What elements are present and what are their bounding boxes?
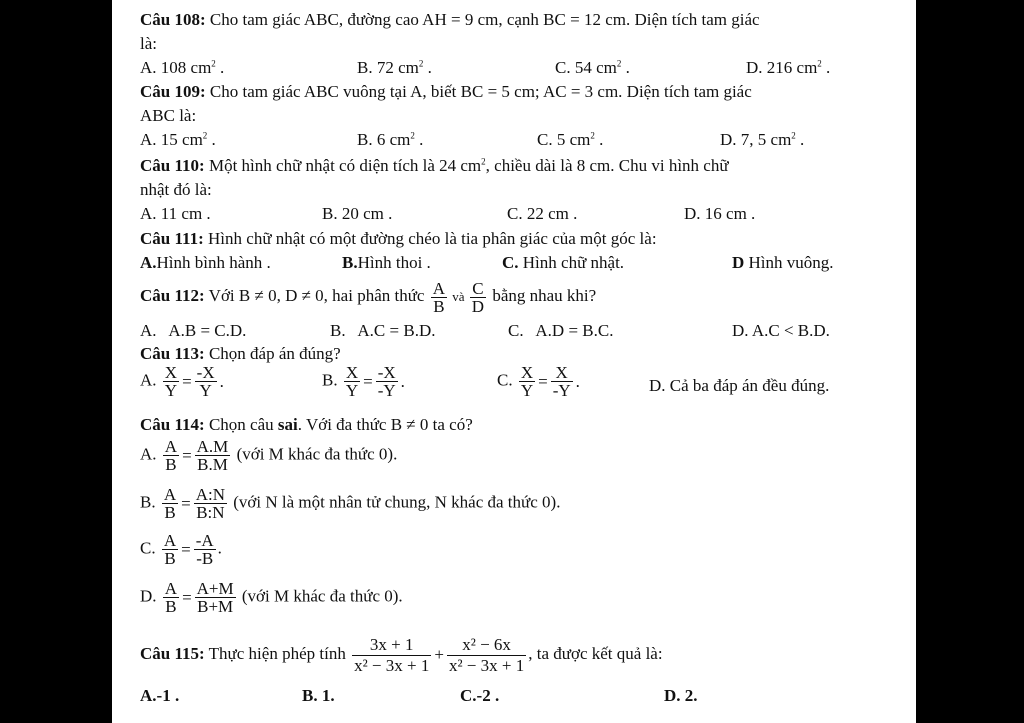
q109-option-d: D. 7, 5 $cm^2$ .	[720, 130, 805, 149]
fraction	[163, 438, 179, 473]
q112-option-a: A. A.B = C.D.	[140, 321, 247, 340]
q110-option-d: D. 16 cm .	[684, 204, 756, 223]
q113-b-end: .	[400, 371, 405, 391]
fraction	[194, 486, 227, 521]
q114-option-c	[140, 532, 222, 567]
sup: 2	[616, 58, 622, 69]
q109-option-a-text: A. 15 cm	[140, 130, 203, 149]
q113-b-eq: =	[363, 371, 373, 391]
q114-c-rd: -B	[196, 549, 214, 568]
q110-option-b: B. 20 cm .	[322, 204, 393, 223]
q114-a-ld: B	[165, 455, 177, 474]
q115-f1d: x² − 3x + 1	[354, 655, 430, 675]
fraction	[376, 364, 398, 399]
q114-sai: sai	[277, 415, 298, 434]
q112-option-b: B. A.C = B.D.	[330, 321, 436, 340]
q114-b-letter: B.	[140, 492, 160, 512]
q114-c-rn: -A	[195, 531, 214, 550]
q113-b-ln: X	[345, 363, 359, 382]
q108-option-b-text: B. 72 cm	[357, 58, 419, 77]
q111-option-b-letter: B.	[342, 253, 358, 272]
q114-text1a: Chọn câu	[204, 415, 278, 434]
q115-label: Câu 115:	[140, 644, 205, 663]
document-page	[112, 0, 916, 723]
q112-pre: Với B ≠ 0, D ≠ 0, hai phân thức	[204, 286, 429, 305]
q114-d-letter: D.	[140, 586, 161, 606]
q108-option-b: B. 72 $cm^2$ .	[357, 58, 432, 77]
fraction	[195, 364, 217, 399]
fraction	[162, 532, 178, 567]
q111-text	[140, 229, 657, 249]
q113-option-c	[497, 364, 581, 399]
fraction	[519, 364, 535, 399]
q113-c-end: .	[575, 371, 580, 391]
q108-text1: Cho tam giác ABC, đường cao AH = 9 cm, cạnh BC = 12 cm. Diện tích tam giác	[205, 10, 760, 29]
q114-a-ln: A	[164, 437, 178, 456]
q109-option-d-text: D. 7, 5 cm	[720, 130, 792, 149]
q108-option-d: D. 216 $cm^2$ .	[746, 58, 831, 77]
q113-a-ld: Y	[164, 381, 178, 400]
q112-mid: và	[449, 289, 468, 304]
q111-option-b-text: Hình thoi .	[357, 253, 431, 272]
q109-text	[140, 82, 752, 102]
q114-text1b: . Với đa thức B ≠ 0 ta có?	[297, 415, 473, 434]
q113-text	[140, 344, 341, 364]
q115-fraction-2	[447, 635, 526, 676]
q111-option-a	[140, 253, 271, 273]
q113-label: Câu 113:	[140, 344, 205, 363]
q113-a-eq: =	[182, 371, 192, 391]
q114-b-ld: B	[164, 503, 176, 522]
q109-option-b-text: B. 6 cm	[357, 130, 411, 149]
q112-option-d: D. A.C < B.D.	[732, 321, 830, 340]
q112-fraction-a-b	[431, 280, 447, 315]
q114-d-rd: B+M	[197, 597, 234, 616]
q108-text	[140, 10, 760, 30]
q113-c-rn: X	[551, 364, 573, 382]
q109-option-a: A. 15 $cm^2$ .	[140, 130, 216, 149]
q114-b-rn: A:N	[195, 485, 225, 504]
q112-post: bằng nhau khi?	[488, 286, 597, 305]
q114-c-letter: C.	[140, 538, 160, 558]
fraction	[551, 364, 573, 399]
q110-option-c: C. 22 cm .	[507, 204, 578, 223]
q112-f2d: D	[471, 296, 485, 316]
q112-fraction-c-d	[470, 280, 486, 315]
q108-label: Câu 108:	[140, 10, 206, 29]
q114-a-rd: B.M	[197, 455, 228, 474]
q110-text1a: Một hình chữ nhật có diện tích là 24 cm	[204, 156, 482, 175]
q113-b-rd: -Y	[377, 381, 396, 400]
q113-b-rn: -X	[377, 363, 396, 382]
q108-option-a-text: A. 108 cm	[140, 58, 212, 77]
q110-option-a: A. 11 cm .	[140, 204, 211, 223]
q108-option-d-text: D. 216 cm	[746, 58, 818, 77]
q112-option-c: C. A.D = B.C.	[508, 321, 614, 340]
q110-text1b: , chiều dài là 8 cm. Chu vi hình chữ	[485, 156, 729, 175]
q115-option-a: A.-1 .	[140, 686, 180, 705]
q114-a-note: (với M khác đa thức 0).	[232, 444, 398, 464]
fraction	[195, 580, 236, 615]
q108-option-c-text: C. 54 cm	[555, 58, 617, 77]
q109-text2: ABC là:	[140, 106, 197, 125]
q113-b-letter: B.	[322, 370, 342, 390]
q114-b-note: (với N là một nhân tử chung, N khác đa thức 0).	[229, 492, 561, 512]
q110-text	[140, 156, 729, 176]
q113-option-a	[140, 364, 225, 399]
q114-b-rd: B:N	[196, 503, 225, 522]
q115-f2n: x² − 6x	[447, 635, 526, 656]
q113-text1: Chọn đáp án đúng?	[204, 344, 341, 363]
q109-option-c-text: C. 5 cm	[537, 130, 591, 149]
q115-plus: +	[434, 645, 444, 665]
q112-f1n: A	[432, 278, 446, 298]
q109-text1: Cho tam giác ABC vuông tại A, biết BC = 5 cm; AC = 3 cm. Diện tích tam giác	[205, 82, 752, 101]
q111-option-d	[732, 253, 834, 273]
q114-label: Câu 114:	[140, 415, 205, 434]
q111-option-a-letter: A.	[140, 253, 157, 272]
q115-option-d: D. 2.	[664, 686, 698, 705]
q111-text1: Hình chữ nhật có một đường chéo là tia phân giác của một góc là:	[203, 229, 657, 248]
q114-option-b	[140, 486, 560, 521]
sup: 2	[590, 130, 595, 141]
q109-option-b: B. 6 $cm^2$ .	[357, 130, 424, 149]
q112-text	[140, 276, 596, 317]
q108-option-c: C. 54 $cm^2$ .	[555, 58, 630, 77]
fraction	[163, 580, 179, 615]
q113-c-ln: X	[520, 363, 534, 382]
fraction	[194, 532, 216, 567]
sup: 2	[202, 130, 208, 141]
q115-fraction-1	[352, 635, 431, 676]
q111-option-b	[342, 253, 431, 273]
q114-d-ld: B	[165, 597, 177, 616]
sup: 2	[410, 130, 415, 141]
q111-option-c	[502, 253, 624, 273]
q114-c-ld: B	[164, 549, 176, 568]
q114-b-eq: =	[181, 493, 191, 513]
q114-c-eq: =	[181, 539, 191, 559]
sup: 2	[211, 58, 216, 69]
q114-text	[140, 415, 473, 435]
q115-pre: Thực hiện phép tính	[204, 644, 351, 663]
q113-option-d: D. Cả ba đáp án đều đúng.	[649, 376, 830, 395]
q113-a-end: .	[219, 371, 224, 391]
q113-c-letter: C.	[497, 370, 517, 390]
q113-option-b	[322, 364, 406, 399]
sup: 2	[817, 58, 822, 69]
q109-option-c: C. 5 $cm^2$ .	[537, 130, 604, 149]
q108-option-a: A. 108 $cm^2$ .	[140, 58, 225, 77]
q111-option-d-text: Hình vuông.	[744, 253, 834, 272]
q114-a-rn: A.M	[196, 437, 229, 456]
q112-label: Câu 112:	[140, 286, 205, 305]
q113-a-rn: -X	[196, 363, 215, 382]
q115-post: , ta được kết quả là:	[528, 644, 663, 663]
q113-a-ln: X	[164, 363, 178, 382]
q113-c-rd: -Y	[552, 381, 571, 400]
q110-label: Câu 110:	[140, 156, 205, 175]
q111-label: Câu 111:	[140, 229, 204, 248]
q110-text2: nhật đó là:	[140, 180, 212, 199]
q114-c-note: .	[217, 538, 222, 558]
q114-d-rn: A+M	[196, 579, 234, 598]
q115-f2d: x² − 3x + 1	[448, 655, 525, 675]
q113-c-eq: =	[538, 371, 548, 391]
q114-d-eq: =	[182, 587, 192, 607]
q115-f1n: 3x + 1	[352, 635, 431, 656]
q114-option-a	[140, 438, 397, 473]
q112-f1d: B	[433, 296, 445, 316]
fraction	[162, 486, 178, 521]
q113-a-letter: A.	[140, 370, 161, 390]
q111-option-c-text: Hình chữ nhật.	[518, 253, 625, 272]
q114-d-note: (với M khác đa thức 0).	[237, 586, 403, 606]
q113-c-ld: Y	[520, 381, 534, 400]
q111-option-a-text: Hình bình hành .	[156, 253, 271, 272]
q108-text2: là:	[140, 34, 157, 53]
q113-a-rd: Y	[199, 381, 212, 400]
q114-option-d	[140, 580, 403, 615]
q115-text	[140, 630, 663, 679]
q114-a-eq: =	[182, 445, 192, 465]
q112-f2n: C	[470, 280, 486, 298]
q114-c-ln: A	[163, 531, 177, 550]
q111-option-d-letter: D	[732, 253, 745, 272]
q114-b-ln: A	[163, 485, 177, 504]
q109-label: Câu 109:	[140, 82, 206, 101]
q115-option-b: B. 1.	[302, 686, 335, 705]
sup: 2	[481, 156, 486, 167]
fraction	[195, 438, 231, 473]
q111-option-c-letter: C.	[502, 253, 519, 272]
q113-b-ld: Y	[345, 381, 359, 400]
q115-option-c: C.-2 .	[460, 686, 500, 705]
fraction	[344, 364, 360, 399]
q114-a-letter: A.	[140, 444, 161, 464]
q114-d-ln: A	[164, 579, 178, 598]
sup: 2	[791, 130, 796, 141]
sup: 2	[418, 58, 424, 69]
fraction	[163, 364, 179, 399]
